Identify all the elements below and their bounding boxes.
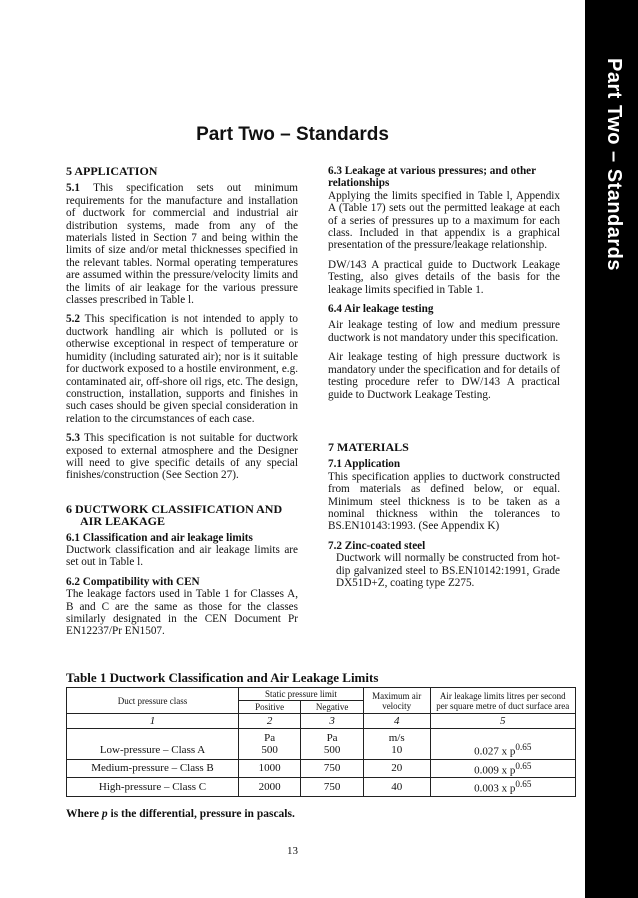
paragraph-5-2	[66, 313, 298, 425]
paragraph-5-3	[66, 432, 298, 482]
velocity-header: Maximum air velocity	[363, 688, 430, 714]
value: 0.027 x p	[474, 745, 516, 758]
section-6-heading	[66, 503, 298, 528]
static-pressure-header: Static pressure limit	[239, 688, 364, 701]
clause-number: 5.1	[66, 182, 80, 195]
subsection-6-2-text: The leakage factors used in Table 1 for Classes A, B and C are the same as those for the classes similarly designated in the CEN Document Pr EN12237/Pr EN1507.	[66, 588, 298, 638]
classification-table	[66, 687, 576, 797]
section-6-heading-line2: AIR LEAKAGE	[80, 514, 166, 529]
footnote-text: is the differential, pressure in pascals.	[107, 808, 295, 820]
positive-cell: 1000	[239, 759, 301, 778]
positive-header: Positive	[239, 701, 301, 714]
class-cell: High-pressure – Class C	[67, 778, 239, 797]
velocity-cell: 40	[363, 778, 430, 797]
leakage-cell	[430, 729, 575, 760]
leakage-cell	[430, 778, 575, 797]
positive-cell	[239, 729, 301, 760]
class-cell: Medium-pressure – Class B	[67, 759, 239, 778]
value: 0.003 x p	[474, 782, 516, 795]
unit-label: m/s	[388, 731, 405, 744]
column-number: 5	[430, 714, 575, 729]
negative-cell	[301, 729, 364, 760]
page-title: Part Two – Standards	[196, 124, 389, 145]
negative-cell: 750	[301, 759, 364, 778]
exponent: 0.65	[515, 760, 532, 771]
subsection-6-1-text: Ductwork classification and air leakage limits are set out in Table l.	[66, 543, 298, 569]
column-number: 3	[301, 714, 364, 729]
subsection-7-2-heading: 7.2 Zinc-coated steel	[328, 539, 426, 552]
subsection-7-1-heading: 7.1 Application	[328, 458, 401, 471]
subsection-6-3-text-2: DW/143 A practical guide to Ductwork Leakage Testing, also gives details of the basis for the leakage limits specified in Table 1.	[328, 258, 560, 296]
class-cell	[67, 729, 239, 760]
section-tab-label: Part Two – Standards	[603, 58, 625, 272]
subsection-6-2-heading: 6.2 Compatibility with CEN	[66, 575, 200, 588]
footnote-variable: p	[101, 808, 108, 820]
section-tab	[585, 0, 638, 898]
subsection-6-4-heading: 6.4 Air leakage testing	[328, 303, 434, 316]
paragraph-text: This specification is not suitable for ductwork exposed to external atmosphere and the Designer will need to give specific details of any special finishes/construction (See Section 27).	[66, 432, 298, 482]
table-header-row	[67, 688, 576, 701]
right-column	[328, 165, 560, 596]
unit-label: Pa	[264, 731, 276, 744]
subsection-6-3-text: Applying the limits specified in Table l, Appendix A (Table 17) sets out the permitted leakage at each of a series of pressures up to a maximum for each class. Included in that appendix is a graphical presentation of the pressure/leakage relationship.	[328, 189, 560, 252]
table-row-class-b	[67, 759, 576, 778]
unit-label: Pa	[326, 731, 338, 744]
class-label: Low-pressure – Class A	[99, 743, 206, 756]
value: 500	[261, 743, 278, 756]
paragraph-text: This specification sets out minimum requirements for the manufacture and installation of ductwork for commercial and industrial air distribution systems, made from any of the materials listed in Section 7 and being within the limits of size and/or metal thicknesses specified in the relevant tables. Normal operating temperatures are assumed within the pressure/velocity limits and the limits of air leakage for the various pressure classes prescribed in Table l.	[66, 182, 298, 307]
subsection-6-4-text: Air leakage testing of low and medium pressure ductwork is not mandatory under this specification.	[328, 319, 560, 344]
exponent: 0.65	[515, 779, 532, 790]
leakage-header: Air leakage limits litres per second per square metre of duct surface area	[430, 688, 575, 714]
duct-class-header: Duct pressure class	[67, 688, 239, 714]
subsection-6-3-heading: 6.3 Leakage at various pressures; and other relationships	[328, 165, 536, 190]
table-row-class-a	[67, 729, 576, 760]
table-footnote	[66, 808, 295, 820]
subsection-6-4-text-2: Air leakage testing of high pressure ductwork is mandatory under the specification and for details of testing procedure refer to DW/143 A practical guide to Ductwork Leakage Testing.	[328, 351, 560, 401]
table-row-class-c	[67, 778, 576, 797]
exponent: 0.65	[515, 742, 532, 752]
footnote-text: Where	[66, 808, 102, 820]
column-number-row	[67, 714, 576, 729]
column-number: 1	[67, 714, 239, 729]
clause-number: 5.2	[66, 313, 80, 326]
positive-cell: 2000	[239, 778, 301, 797]
paragraph-5-1	[66, 182, 298, 306]
subsection-6-1-heading: 6.1 Classification and air leakage limits	[66, 531, 253, 544]
paragraph-text: This specification is not intended to apply to ductwork handling air which is polluted or is otherwise exceptional in respect of temperature or humidity (including saturated air); nor is it suitable for ductwork exposed to a hostile environment, e.g. contaminated air, off-shore oil rigs, etc. The design, construction, installation, supports and finishes in such cases should be given special consideration in relation to the circumstances of each case.	[66, 313, 298, 425]
value: 0.009 x p	[474, 764, 516, 777]
section-7-heading: 7 MATERIALS	[328, 439, 409, 454]
value: 500	[323, 743, 341, 756]
clause-number: 5.3	[66, 432, 80, 445]
table-caption: Table 1 Ductwork Classification and Air Leakage Limits	[66, 670, 379, 685]
negative-header: Negative	[301, 701, 364, 714]
section-6-heading-line1: 6 DUCTWORK CLASSIFICATION AND	[66, 501, 283, 516]
left-column	[66, 165, 298, 645]
velocity-cell: 20	[363, 759, 430, 778]
subsection-7-1-text: This specification applies to ductwork constructed from materials as defined below, or equal. Minimum steel thickness is to be taken as a nominal thickness within the tolerances to BS.EN10143:1993. (See Appendix K)	[328, 470, 560, 533]
velocity-cell	[363, 729, 430, 760]
page-number: 13	[287, 845, 298, 857]
subsection-7-2-text: Ductwork will normally be constructed from hot-dip galvanized steel to BS.EN10142:1991, Grade DX51D+Z, coating type Z275.	[336, 552, 560, 589]
leakage-cell	[430, 759, 575, 778]
negative-cell: 750	[301, 778, 364, 797]
column-number: 4	[363, 714, 430, 729]
section-5-heading: 5 APPLICATION	[66, 164, 158, 178]
value: 10	[391, 743, 403, 756]
column-number: 2	[239, 714, 301, 729]
